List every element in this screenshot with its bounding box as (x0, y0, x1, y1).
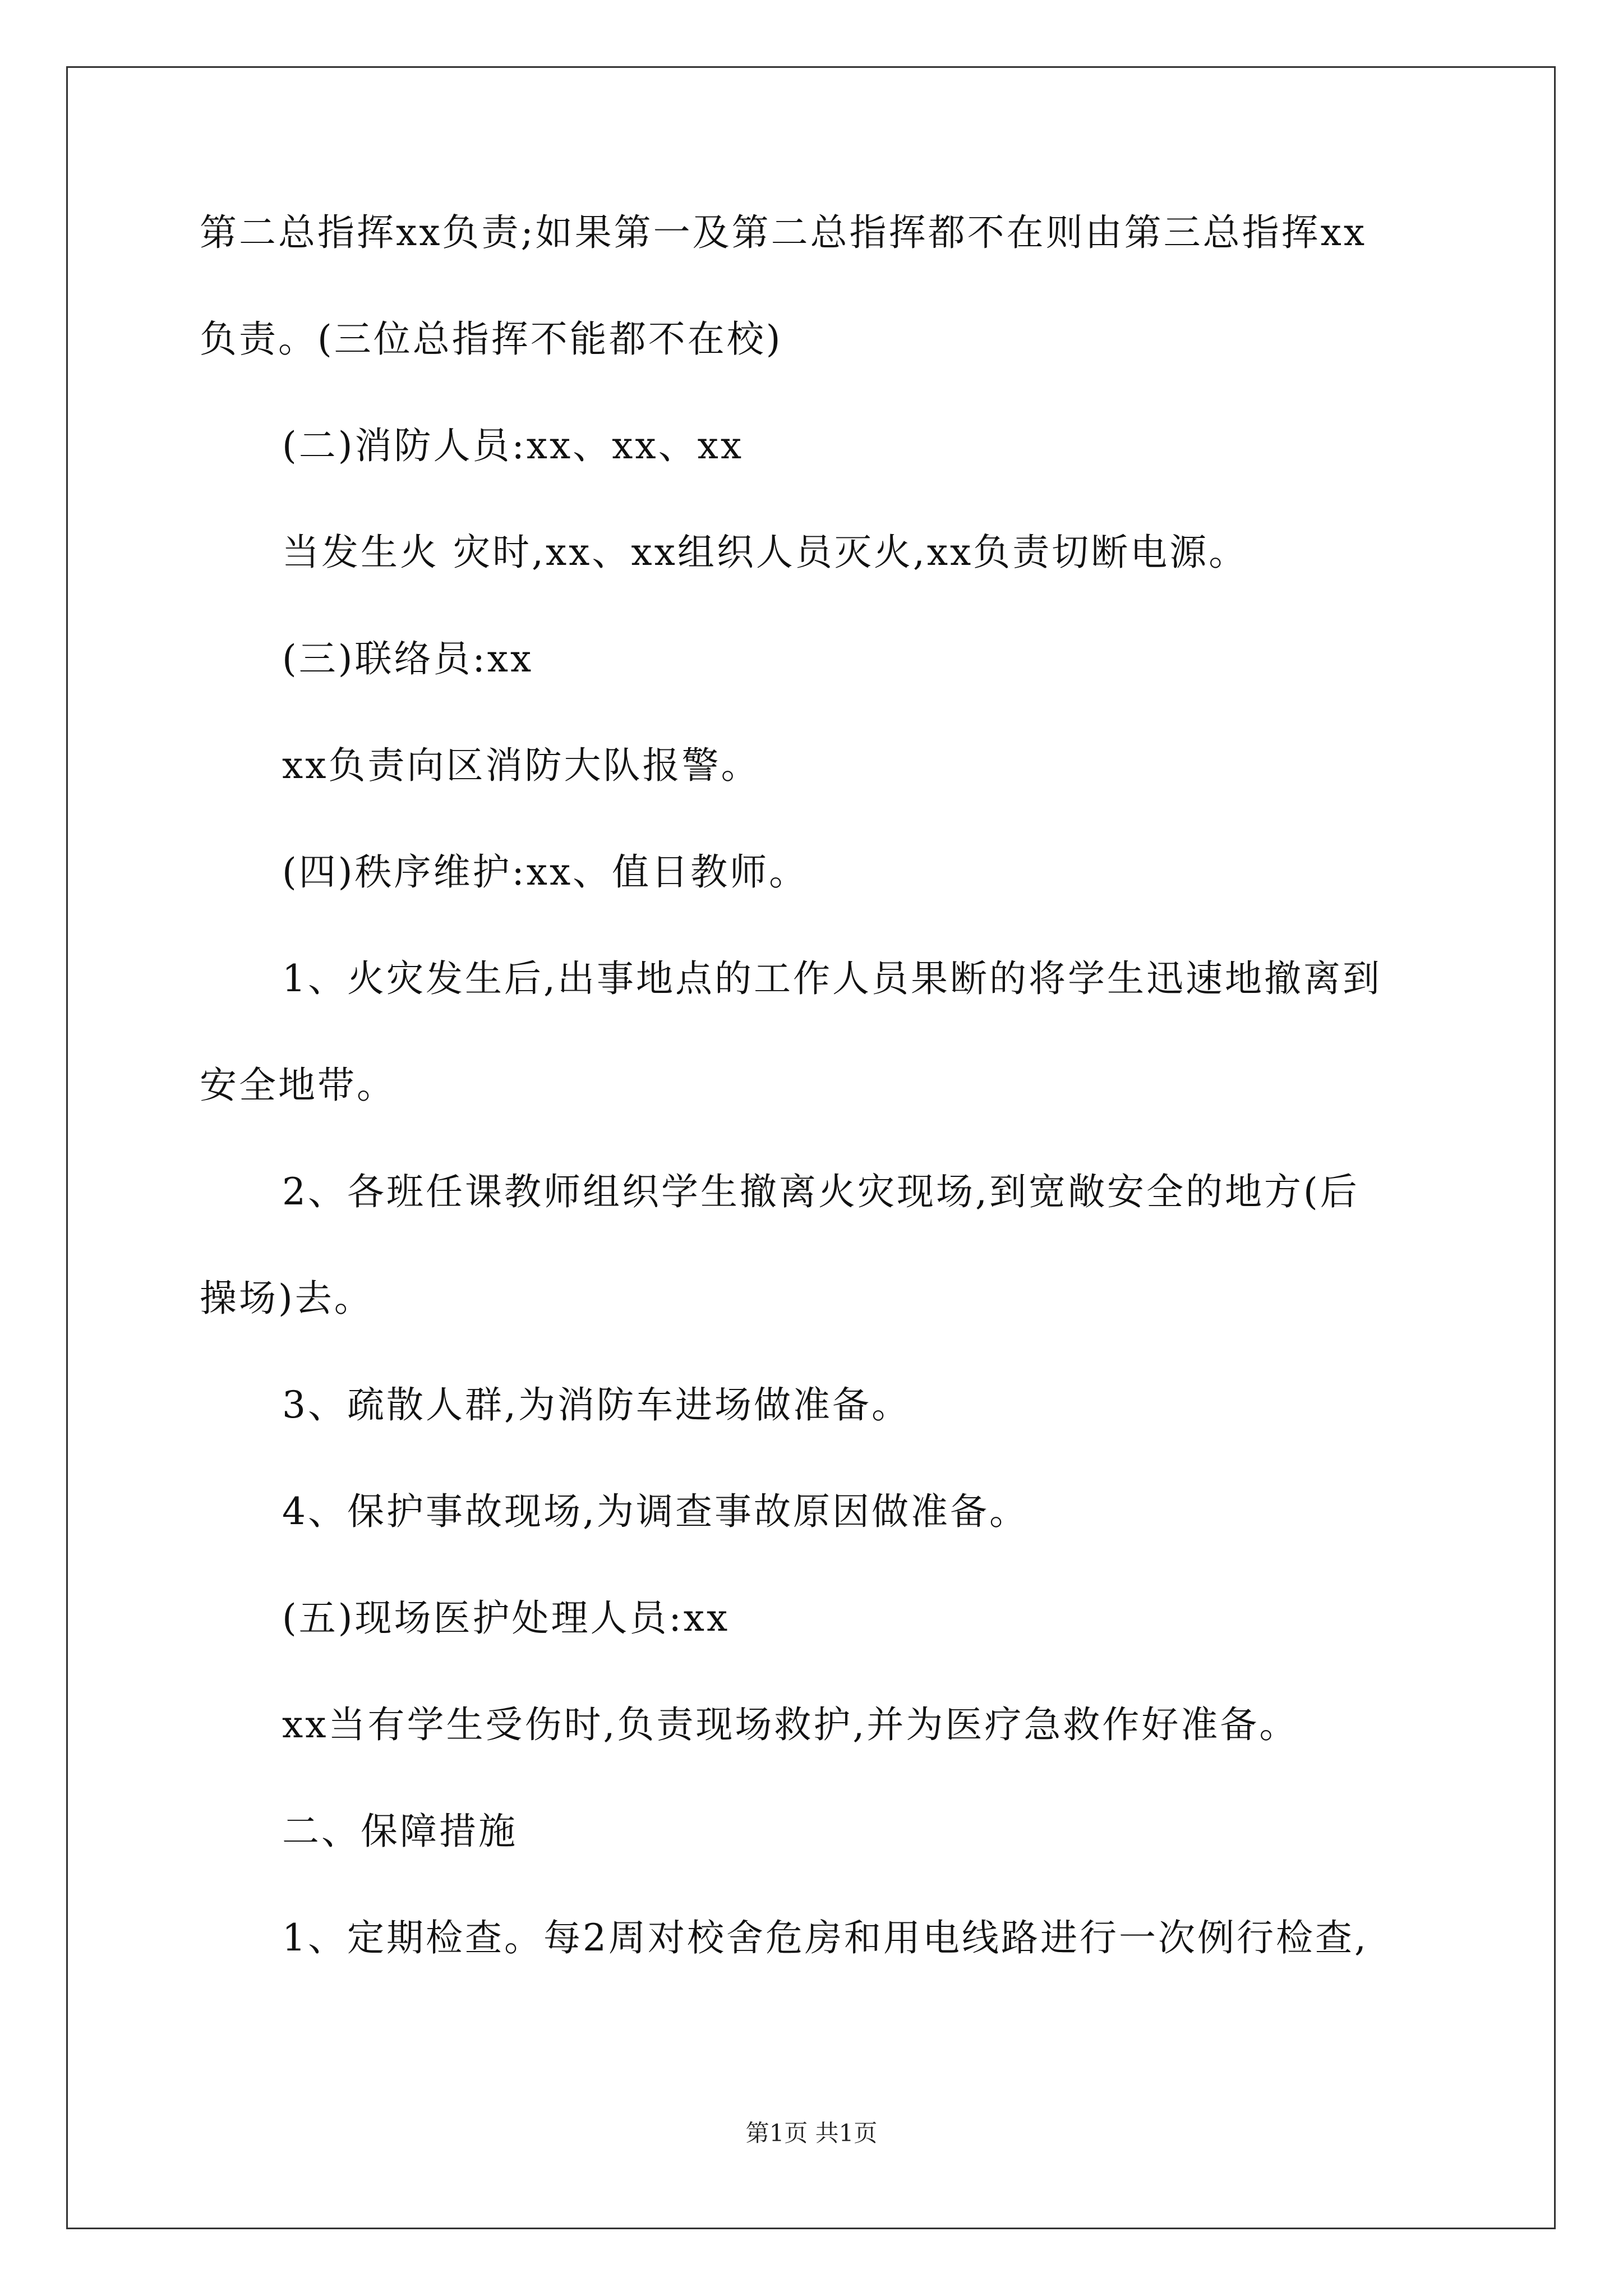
section-heading-firefighters: (二)消防人员:xx、xx、xx (282, 424, 744, 467)
text-line-11: 操场)去。 (200, 1277, 374, 1320)
text-line-1: 第二总指挥xx负责;如果第一及第二总指挥都不在则由第三总指挥xx (200, 211, 1367, 254)
section-heading-medical: (五)现场医护处理人员:xx (282, 1596, 730, 1640)
text-line-2: 负责。(三位总指挥不能都不在校) (200, 318, 783, 361)
text-line-15: xx当有学生受伤时,负责现场救护,并为医疗急救作好准备。 (282, 1703, 1299, 1746)
text-line-8: 1、火灾发生后,出事地点的工作人员果断的将学生迅速地撤离到 (282, 957, 1382, 1000)
text-line-10: 2、各班任课教师组织学生撤离火灾现场,到宽敞安全的地方(后 (282, 1170, 1359, 1213)
section-heading-liaison: (三)联络员:xx (282, 637, 534, 680)
section-heading-safeguards: 二、保障措施 (282, 1810, 518, 1853)
text-line-6: xx负责向区消防大队报警。 (282, 744, 760, 787)
text-line-17: 1、定期检查。每2周对校舍危房和用电线路进行一次例行检查, (282, 1916, 1368, 1959)
text-line-9: 安全地带。 (200, 1064, 396, 1107)
page-border (66, 66, 1556, 2229)
text-line-12: 3、疏散人群,为消防车进场做准备。 (282, 1383, 911, 1427)
text-line-4: 当发生火 灾时,xx、xx组织人员灭火,xx负责切断电源。 (282, 531, 1248, 574)
section-heading-order: (四)秩序维护:xx、值日教师。 (282, 850, 809, 894)
page-footer: 第1页 共1页 (745, 2119, 878, 2147)
text-line-13: 4、保护事故现场,为调查事故原因做准备。 (282, 1490, 1029, 1533)
